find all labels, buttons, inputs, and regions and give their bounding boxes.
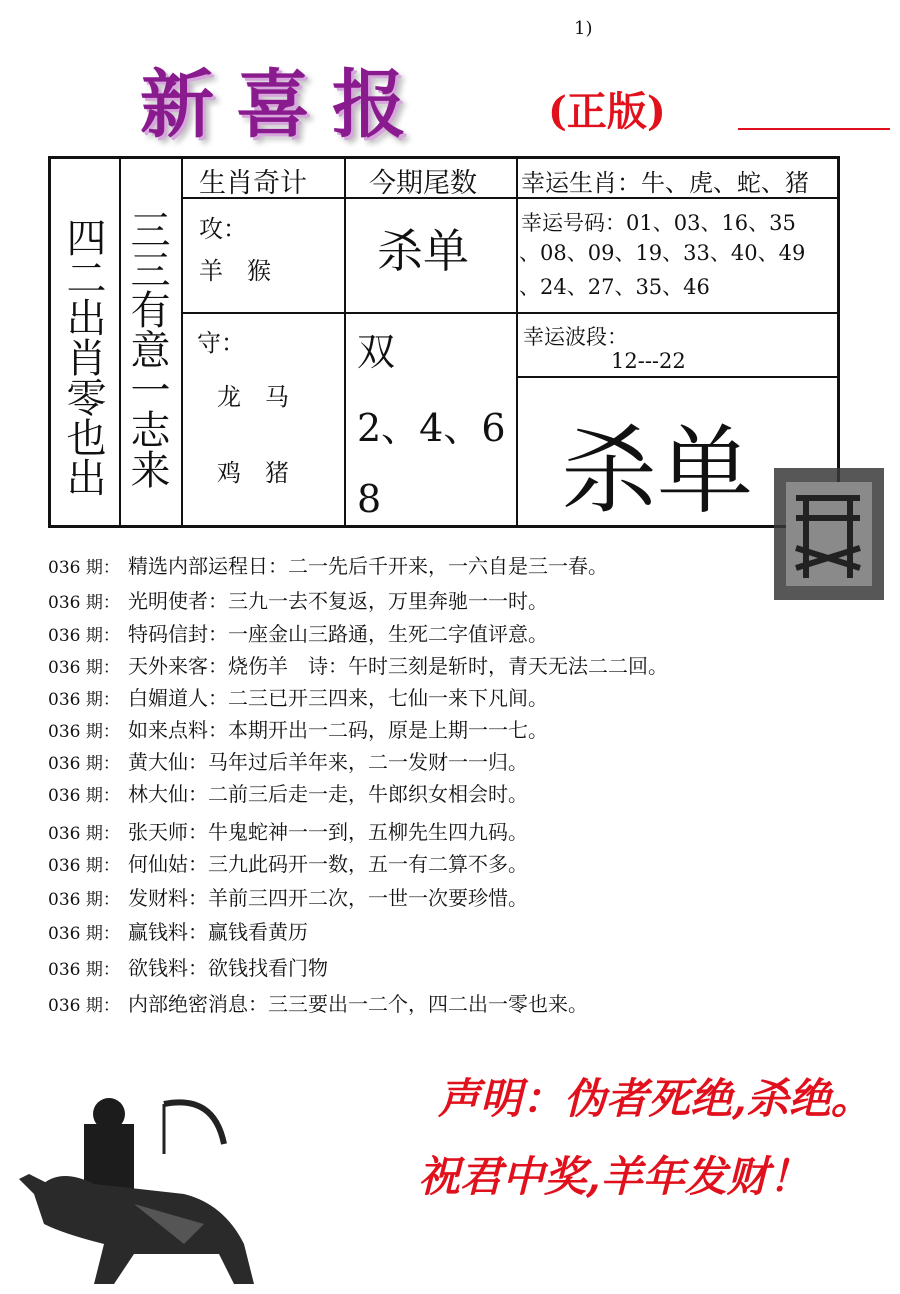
- grid-divider: [119, 159, 121, 525]
- tail-kill: 杀单: [377, 224, 469, 278]
- list-item: 036 期： 何仙姑：三九此码开一数，五一有二算不多。: [48, 852, 528, 876]
- grid-divider: [516, 376, 837, 378]
- list-item: 036 期： 天外来客：烧伤羊 诗：午时三刻是斩时，青天无法二二回。: [48, 654, 668, 678]
- big-kill: 杀单: [561, 415, 753, 527]
- header-zodiac: 生肖奇计: [199, 168, 307, 199]
- info-grid: [48, 156, 840, 528]
- statement-text: 声明：伪者死绝,杀绝。: [438, 1074, 873, 1123]
- grid-divider: [181, 159, 183, 525]
- lucky-numbers-line-3: 、24、27、35、46: [519, 275, 710, 299]
- list-item: 036 期： 精选内部运程日：二一先后千开来，一六自是三一春。: [48, 554, 608, 578]
- page-mark: 1): [574, 18, 593, 39]
- defend-label: 守：: [197, 329, 245, 357]
- list-item: 036 期： 黄大仙：马年过后羊年来，二一发财一一归。: [48, 750, 528, 774]
- lucky-numbers-line-2: 、08、09、19、33、40、49: [519, 241, 806, 265]
- list-item: 036 期： 光明使者：三九一去不复返，万里奔驰一一时。: [48, 589, 548, 613]
- lucky-wave-value: 12---22: [611, 349, 686, 373]
- vertical-hint-right: 三三有意一志来: [124, 209, 170, 489]
- list-item: 036 期： 特码信封：一座金山三路通，生死二字值评意。: [48, 622, 548, 646]
- attack-label: 攻：: [199, 215, 247, 243]
- vertical-hint-left: 四二出肖零也出: [60, 217, 106, 497]
- list-item: 036 期： 白媚道人：二三已开三四来，七仙一来下凡间。: [48, 686, 548, 710]
- list-item: 036 期： 内部绝密消息：三三要出一二个，四二出一零也来。: [48, 992, 588, 1016]
- grid-divider: [516, 159, 518, 525]
- tail-numbers: 2、4、6: [357, 406, 506, 450]
- list-item: 036 期： 如来点料：本期开出一二码，原是上期一一七。: [48, 718, 548, 742]
- lucky-wave-label: 幸运波段：: [523, 325, 628, 349]
- grid-divider: [181, 312, 837, 314]
- attack-values: 羊 猴: [199, 257, 271, 285]
- tail-parity: 双: [357, 330, 396, 374]
- list-item: 036 期： 欲钱料：欲钱找看门物: [48, 956, 328, 980]
- seal-stamp: [766, 458, 890, 608]
- title-underline: [738, 128, 890, 130]
- list-item: 036 期： 张天师：牛鬼蛇神一一到，五柳先生四九码。: [48, 820, 528, 844]
- edition-label: (正版): [548, 88, 666, 135]
- grid-divider: [344, 159, 346, 525]
- wish-text: 祝君中奖,羊年发财！: [418, 1152, 811, 1201]
- page-title: 新喜报: [140, 62, 428, 148]
- list-item: 036 期： 赢钱料：赢钱看黄历: [48, 920, 308, 944]
- archer-illustration: [14, 1084, 314, 1290]
- header-tail: 今期尾数: [369, 168, 477, 199]
- defend-row-1: 龙 马: [217, 383, 289, 411]
- header-lucky-zodiac: 幸运生肖：牛、虎、蛇、猪: [521, 169, 809, 197]
- list-item: 036 期： 林大仙：二前三后走一走，牛郎织女相会时。: [48, 782, 528, 806]
- list-item: 036 期： 发财料：羊前三四开二次，一世一次要珍惜。: [48, 886, 528, 910]
- tail-numbers-2: 8: [357, 477, 382, 521]
- lucky-numbers-line-1: 幸运号码：01、03、16、35: [521, 211, 796, 235]
- defend-row-2: 鸡 猪: [217, 459, 289, 487]
